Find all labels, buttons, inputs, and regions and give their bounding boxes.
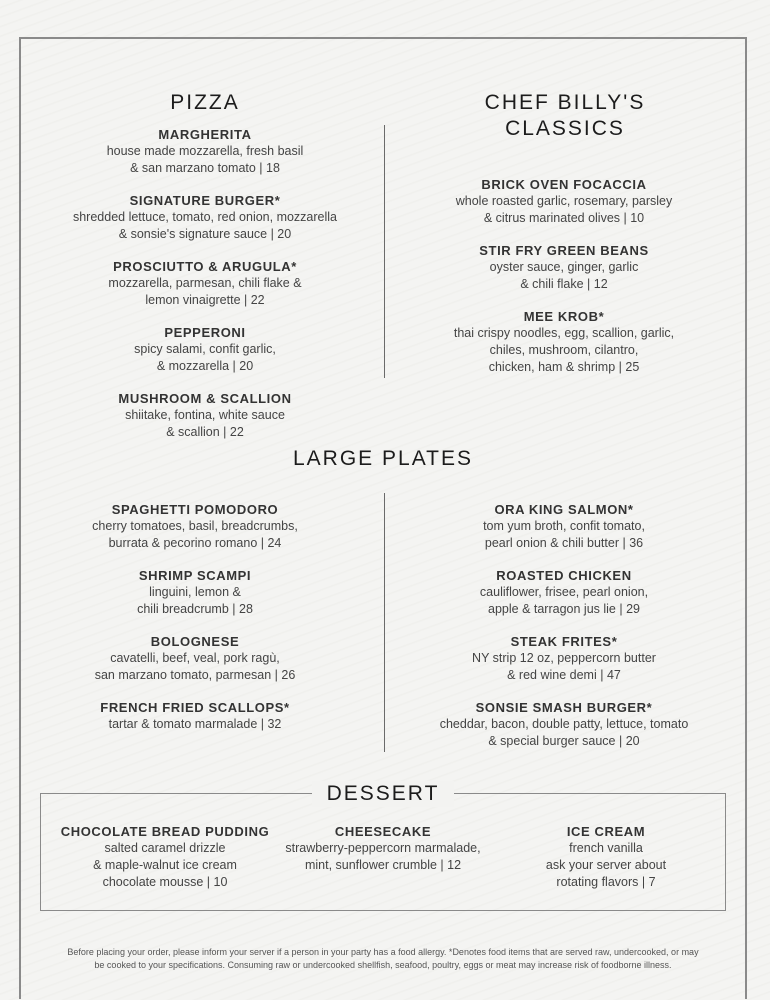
item-description: chocolate mousse | 10 xyxy=(102,875,228,889)
dessert-item xyxy=(50,823,280,891)
item-name: PEPPERONI xyxy=(164,325,246,340)
item-description: spicy salami, confit garlic, xyxy=(134,342,276,356)
item-name: BOLOGNESE xyxy=(150,634,240,649)
item-name: SONSIE SMASH BURGER* xyxy=(475,700,653,715)
menu-item xyxy=(398,308,730,376)
item-name: SPAGHETTI POMODORO xyxy=(111,502,279,517)
menu-item xyxy=(398,501,730,552)
item-name: SIGNATURE BURGER* xyxy=(129,193,281,208)
menu-item xyxy=(398,176,730,227)
section-title-large-plates: LARGE PLATES xyxy=(292,447,473,470)
item-name: MARGHERITA xyxy=(158,127,252,142)
item-name: PROSCIUTTO & ARUGULA* xyxy=(113,259,297,274)
item-description: chicken, ham & shrimp | 25 xyxy=(488,360,640,374)
item-name: BRICK OVEN FOCACCIA xyxy=(481,177,647,192)
item-description: cheddar, bacon, double patty, lettuce, tomato xyxy=(439,717,689,731)
item-name: SHRIMP SCAMPI xyxy=(138,568,252,583)
menu-item xyxy=(398,567,730,618)
item-description: & red wine demi | 47 xyxy=(507,668,621,682)
item-description: cherry tomatoes, basil, breadcrumbs, xyxy=(92,519,298,533)
item-description: thai crispy noodles, egg, scallion, garlic, xyxy=(453,326,675,340)
item-description: & sonsie's signature sauce | 20 xyxy=(118,227,292,241)
menu-item xyxy=(398,699,730,750)
menu-item xyxy=(40,126,370,177)
item-description: tom yum broth, confit tomato, xyxy=(483,519,645,533)
item-name: MUSHROOM & SCALLION xyxy=(118,391,292,406)
item-description: lemon vinaigrette | 22 xyxy=(145,293,265,307)
section-title-classics xyxy=(450,90,680,142)
allergy-disclaimer xyxy=(40,946,726,972)
menu-item xyxy=(40,258,370,309)
item-description: mint, sunflower crumble | 12 xyxy=(304,858,462,872)
item-description: french vanilla xyxy=(569,841,643,855)
item-description: cavatelli, beef, veal, pork ragù, xyxy=(110,651,280,665)
item-description: chiles, mushroom, cilantro, xyxy=(489,343,639,357)
menu-item xyxy=(30,567,360,618)
item-description: shiitake, fontina, white sauce xyxy=(125,408,285,422)
item-name: ROASTED CHICKEN xyxy=(496,568,632,583)
item-name: MEE KROB* xyxy=(523,309,605,324)
item-description: ask your server about xyxy=(545,858,667,872)
item-description: pearl onion & chili butter | 36 xyxy=(484,536,644,550)
menu-item xyxy=(30,699,360,733)
disclaimer-line: be cooked to your specifications. Consuming raw or undercooked shellfish, seafood, poultry, eggs or meat may increase risk of foodborne illness. xyxy=(94,960,672,970)
item-description: linguini, lemon & xyxy=(149,585,241,599)
item-name: ICE CREAM xyxy=(566,824,646,839)
section-title-pizza: PIZZA xyxy=(170,91,240,114)
disclaimer-line: Before placing your order, please inform your server if a person in your party has a food allergy. *Denotes food items that are served raw, undercooked, or may xyxy=(67,947,699,957)
item-description: house made mozzarella, fresh basil xyxy=(106,144,304,158)
item-description: chili breadcrumb | 28 xyxy=(137,602,253,616)
menu-item xyxy=(40,390,370,441)
menu-item xyxy=(398,242,730,293)
item-description: apple & tarragon jus lie | 29 xyxy=(488,602,640,616)
item-name: STIR FRY GREEN BEANS xyxy=(479,243,649,258)
item-description: whole roasted garlic, rosemary, parsley xyxy=(455,194,673,208)
item-name: CHOCOLATE BREAD PUDDING xyxy=(60,824,270,839)
classics-column xyxy=(398,176,730,391)
dessert-item xyxy=(500,823,712,891)
section-title-dessert: DESSERT xyxy=(312,781,454,807)
menu-item xyxy=(398,633,730,684)
item-description: mozzarella, parmesan, chili flake & xyxy=(108,276,302,290)
section-title-line: CHEF BILLY'S xyxy=(484,91,646,114)
item-description: cauliflower, frisee, pearl onion, xyxy=(479,585,649,599)
item-name: STEAK FRITES* xyxy=(510,634,618,649)
dessert-item xyxy=(270,823,496,874)
item-description: oyster sauce, ginger, garlic xyxy=(489,260,639,274)
item-description: & mozzarella | 20 xyxy=(156,359,254,373)
item-description: tartar & tomato marmalade | 32 xyxy=(108,717,282,731)
item-name: CHEESECAKE xyxy=(334,824,432,839)
menu-item xyxy=(30,501,360,552)
menu-item xyxy=(40,192,370,243)
pizza-column xyxy=(40,126,370,456)
item-description: & scallion | 22 xyxy=(166,425,244,439)
large-plates-right-column xyxy=(398,501,730,765)
item-description: & maple-walnut ice cream xyxy=(93,858,237,872)
menu-item xyxy=(40,324,370,375)
item-description: & citrus marinated olives | 10 xyxy=(483,211,645,225)
item-description: & special burger sauce | 20 xyxy=(488,734,640,748)
item-description: NY strip 12 oz, peppercorn butter xyxy=(472,651,656,665)
section-title-line: CLASSICS xyxy=(505,117,625,140)
item-description: strawberry-peppercorn marmalade, xyxy=(285,841,481,855)
item-description: burrata & pecorino romano | 24 xyxy=(108,536,282,550)
item-description: san marzano tomato, parmesan | 26 xyxy=(94,668,296,682)
large-plates-left-column xyxy=(30,501,360,748)
item-name: FRENCH FRIED SCALLOPS* xyxy=(100,700,290,715)
item-description: rotating flavors | 7 xyxy=(556,875,656,889)
column-divider xyxy=(384,125,385,378)
item-description: salted caramel drizzle xyxy=(104,841,226,855)
menu-item xyxy=(30,633,360,684)
item-description: & san marzano tomato | 18 xyxy=(130,161,280,175)
column-divider xyxy=(384,493,385,752)
item-description: shredded lettuce, tomato, red onion, mozzarella xyxy=(72,210,338,224)
item-description: & chili flake | 12 xyxy=(520,277,608,291)
item-name: ORA KING SALMON* xyxy=(494,502,634,517)
